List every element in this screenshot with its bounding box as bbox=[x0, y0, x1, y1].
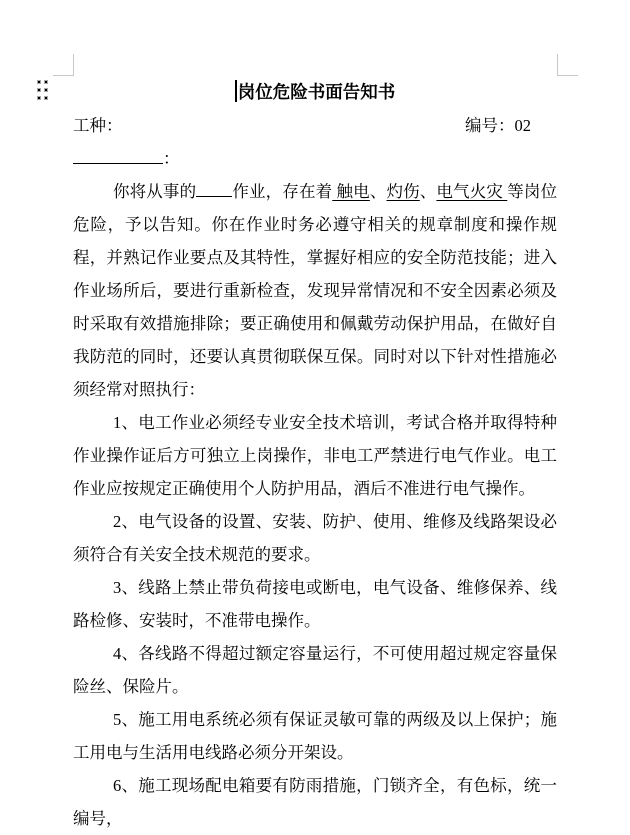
text-boundary-corner-top-left-icon bbox=[53, 54, 74, 76]
doc-number-label: 编号： bbox=[465, 116, 515, 135]
worker-type-label: 工种： bbox=[73, 116, 123, 135]
salutation-colon: ： bbox=[163, 149, 180, 168]
hazard-term: 灼伤 bbox=[386, 182, 420, 201]
notice-item-5: 5、施工用电系统必须有保证灵敏可靠的两级及以上保护；施工用电与生活用电线路必须分开架设。 bbox=[73, 710, 557, 762]
title-text: 岗位危险书面告知书 bbox=[237, 82, 396, 102]
intro-after-blank: 作业，存在着 bbox=[232, 182, 333, 201]
document-title bbox=[73, 76, 557, 109]
text-boundary-corner-top-right-icon bbox=[557, 54, 578, 76]
intro-tail: 等岗位危险，予以告知。你在作业时务必遵守相关的规章制度和操作规程，并熟记作业要点及其特性，掌握好相应的安全防范技能；进入作业场所后，要进行重新检查，发现异常情况和不安全因素必须及时采取有效措施排除；要正确使用和佩戴劳动保护用品，在做好自我防范的同时，还要认真贯彻联保互保。同时对以下针对性措施必须经常对照执行： bbox=[73, 182, 558, 399]
notice-item-4: 4、各线路不得超过额定容量运行，不可使用超过规定容量保险丝、保险片。 bbox=[73, 644, 557, 696]
doc-number bbox=[465, 109, 531, 142]
salutation-fill-in-blank[interactable] bbox=[73, 147, 163, 165]
notice-item-2: 2、电气设备的设置、安装、防护、使用、维修及线路架设必须符合有关安全技术规范的要求。 bbox=[73, 512, 557, 564]
hazard-term: 电气火灾 bbox=[436, 182, 508, 201]
hazard-separator: 、 bbox=[419, 182, 437, 201]
doc-number-value: 02 bbox=[514, 116, 531, 135]
header-line bbox=[73, 109, 557, 142]
salutation-line bbox=[73, 142, 557, 175]
document-text-area[interactable] bbox=[73, 76, 557, 835]
hazard-term: 触电 bbox=[332, 182, 370, 201]
intro-paragraph bbox=[73, 175, 557, 406]
intro-lead: 你将从事的 bbox=[113, 182, 197, 201]
job-type-fill-in-blank[interactable] bbox=[196, 180, 232, 198]
drag-handle-icon[interactable] bbox=[37, 80, 48, 100]
text-cursor bbox=[235, 80, 237, 102]
notice-item-1: 1、电工作业必须经专业安全技术培训，考试合格并取得特种作业操作证后方可独立上岗操作，非电工严禁进行电气作业。电工作业应按规定正确使用个人防护用品，酒后不准进行电气操作。 bbox=[73, 413, 557, 498]
notice-item-6: 6、施工现场配电箱要有防雨措施，门锁齐全，有色标，统一编号， bbox=[73, 776, 557, 828]
hazard-separator: 、 bbox=[369, 182, 387, 201]
notice-item-3: 3、线路上禁止带负荷接电或断电，电气设备、维修保养、线路检修、安装时，不准带电操作。 bbox=[73, 578, 557, 630]
